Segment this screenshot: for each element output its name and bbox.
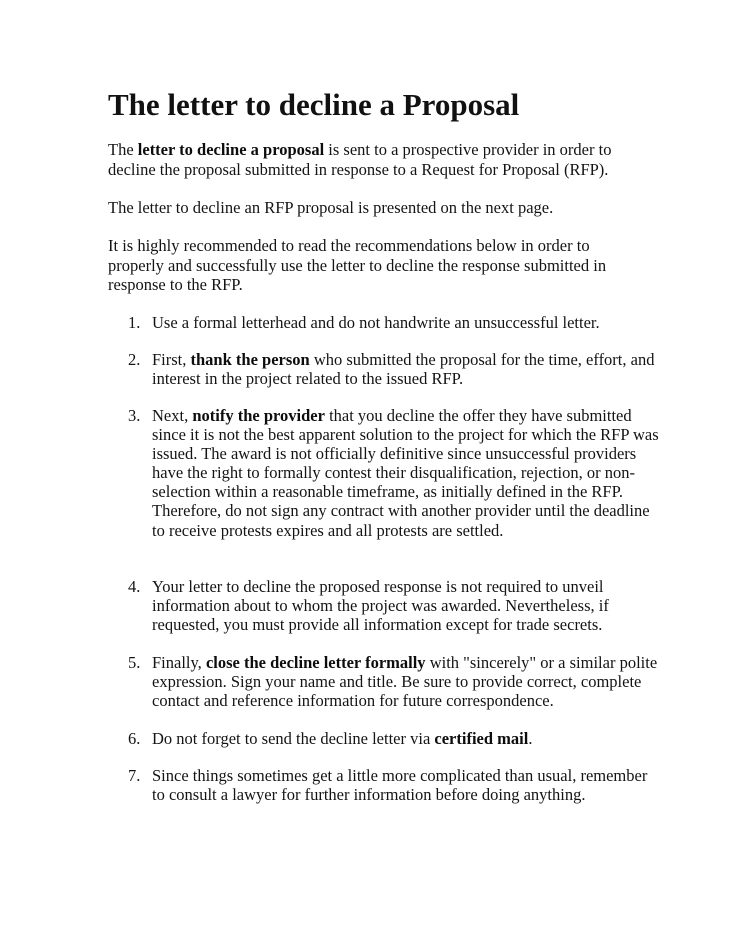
list-item-number: 4. [128, 577, 141, 596]
list-item-number: 6. [128, 729, 141, 748]
intro-text-pre: The [108, 140, 138, 159]
intro-text-post: is sent to a prospective provider in order to decline the proposal submitted in response to a Request for Proposal (RFP). [108, 140, 612, 179]
list-item-text [152, 653, 662, 710]
list-item-text-post: . [528, 729, 533, 748]
list-item-text-pre: Since things sometimes get a little more complicated than usual, remember to consult a lawyer for further information before doing anything. [152, 766, 648, 805]
list-item-number: 3. [128, 406, 141, 425]
list-item-text-bold: notify the provider [192, 406, 325, 425]
list-item-text [152, 350, 662, 388]
list-item-number: 5. [128, 653, 141, 672]
list-item-text-pre: Finally, [152, 653, 206, 672]
list-item-text-pre: First, [152, 350, 191, 369]
document-title: The letter to decline a Proposal [108, 87, 520, 122]
next-page-note: The letter to decline an RFP proposal is presented on the next page. [108, 198, 554, 217]
list-item-text-pre: Next, [152, 406, 193, 425]
list-item-text-pre: Do not forget to send the decline letter via [152, 729, 435, 748]
list-item-text-post: who submitted the proposal for the time, effort, and interest in the project related to the issued RFP. [152, 350, 655, 389]
list-item-text-bold: certified mail [434, 729, 529, 748]
list-item-text-bold: thank the person [190, 350, 310, 369]
list-item-text [152, 313, 662, 332]
list-item-text [152, 729, 662, 748]
list-item-text-pre: Use a formal letterhead and do not handwrite an unsuccessful letter. [152, 313, 600, 332]
recommendation-note: It is highly recommended to read the recommendations below in order to properly and successfully use the letter to decline the response submitted in response to the RFP. [108, 236, 607, 294]
list-item-number: 1. [128, 313, 141, 332]
list-item-number: 2. [128, 350, 141, 369]
list-item-number: 7. [128, 766, 141, 785]
intro-paragraph [108, 140, 648, 179]
list-item-text-pre: Your letter to decline the proposed response is not required to unveil information about to whom the project was awarded. Nevertheless, if requested, you must provide all information except for trade secrets. [152, 577, 609, 635]
list-item-text-post: that you decline the offer they have submitted since it is not the best apparent solution to the project for which the RFP was issued. The award is not officially definitive since unsuccessful providers have the right to formally contest their disqualification, rejection, or non-selection within a reasonable timeframe, as initially defined in the RFP. Therefore, do not sign any contract with another provider until the deadline to receive protests expires and all protests are settled. [152, 406, 659, 540]
list-item-text [152, 766, 662, 804]
list-item-text-bold: close the decline letter formally [205, 653, 426, 672]
list-item-text-post: with "sincerely" or a similar polite expression. Sign your name and title. Be sure to provide correct, complete contact and reference information for future correspondence. [152, 653, 658, 711]
list-item-text [152, 577, 662, 634]
intro-text-bold: letter to decline a proposal [137, 140, 325, 159]
list-item-text [152, 406, 662, 540]
